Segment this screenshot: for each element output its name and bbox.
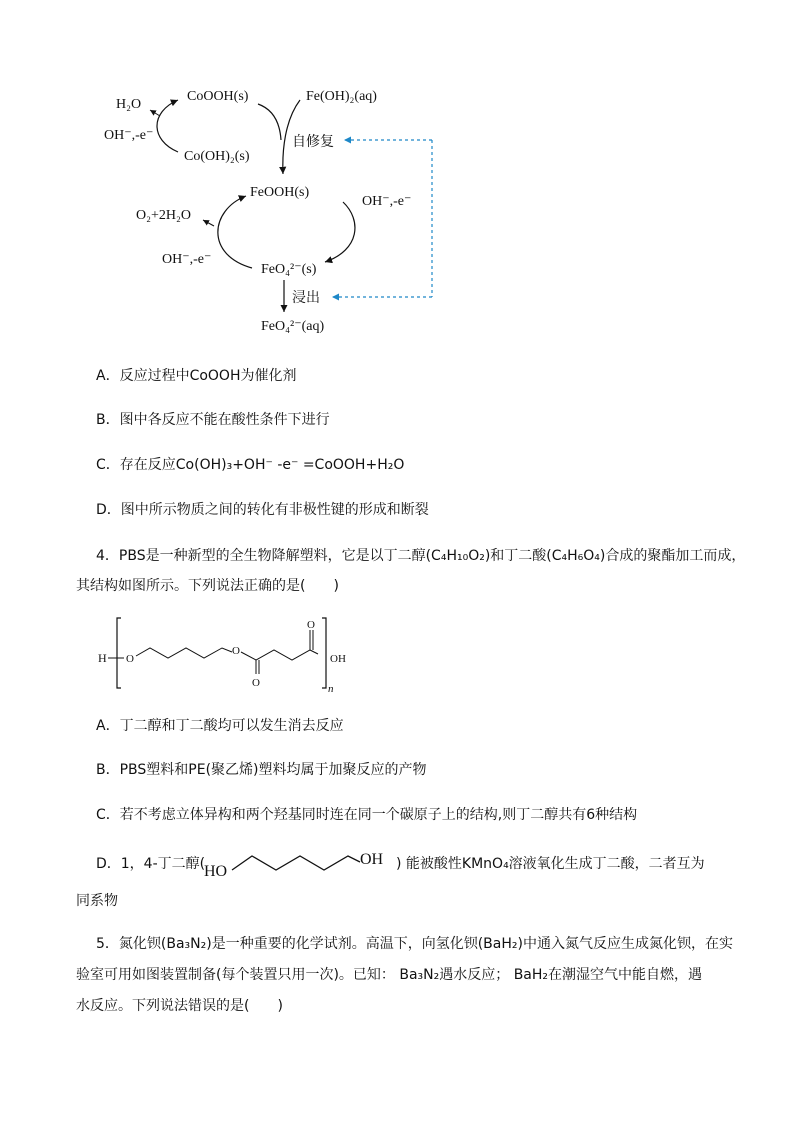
struct-o3: O	[252, 677, 260, 689]
q4-option-a: A．丁二醇和丁二酸均可以发生消去反应	[96, 718, 344, 734]
fe-cycle-right-arc	[325, 202, 355, 262]
q4-option-d-line2: 同系物	[76, 893, 118, 909]
co-cycle-h2o-arrow	[150, 110, 160, 116]
label-coooh: CoOOH(s)	[187, 89, 249, 104]
fe-cycle-o2-arrow	[203, 220, 214, 226]
q5-stem-line3: 水反应。下列说法错误的是( )	[76, 998, 283, 1014]
label-ohe-top: OH⁻,-e⁻	[104, 128, 154, 143]
label-h2o: H₂O	[116, 97, 142, 112]
struct-oh: OH	[330, 653, 346, 665]
struct-o1: O	[126, 653, 134, 665]
q4-option-d-post: ) 能被酸性KMnO₄溶液氧化生成丁二酸，二者互为	[396, 856, 705, 872]
q4-stem-line1: 4．PBS是一种新型的全生物降解塑料，它是以丁二醇(C₄H₁₀O₂)和丁二酸(C₄H₆O₄)合成的聚酯加工而成，	[96, 548, 746, 564]
label-leach: 浸出	[292, 290, 320, 306]
struct-o4: O	[307, 619, 315, 631]
fe-cycle-left-arc	[218, 196, 252, 268]
q5-stem-line1: 5．氮化钡(Ba₃N₂)是一种重要的化学试剂。高温下，向氢化钡(BaH₂)中通入氮气反应生成氮化钡，在实	[96, 936, 733, 952]
label-feo4s: FeO₄²⁻(s)	[261, 262, 317, 277]
q4-stem-line2: 其结构如图所示。下列说法正确的是( )	[76, 578, 339, 594]
struct-h: H	[98, 651, 107, 665]
label-self-repair: 自修复	[292, 134, 334, 150]
q4-option-d-pre: D．1，4-丁二醇(	[96, 856, 206, 872]
reaction-cycle-diagram	[0, 0, 794, 340]
struct-o2: O	[232, 645, 240, 657]
label-feoh2aq: Fe(OH)₂(aq)	[306, 89, 377, 104]
q5-stem-line2: 验室可用如图装置制备(每个装置只用一次)。已知： Ba₃N₂遇水反应； BaH₂在潮湿空气中能自燃，遇	[76, 967, 703, 983]
co-cycle-arc	[157, 100, 178, 152]
label-o2-2h2o: O₂+2H₂O	[136, 208, 191, 223]
q3-option-c: C．存在反应Co(OH)₃+OH⁻ -e⁻ =CoOOH+H₂O	[96, 457, 405, 473]
label-feo4aq: FeO₄²⁻(aq)	[261, 319, 325, 334]
struct-chain-1	[136, 648, 232, 658]
struct-chain-2	[241, 650, 318, 660]
label-cooh2: Co(OH)₂(s)	[184, 149, 250, 164]
q3-option-d: D．图中所示物质之间的转化有非极性键的形成和断裂	[96, 502, 429, 518]
q3-option-a: A．反应过程中CoOOH为催化剂	[96, 368, 297, 384]
label-feooh: FeOOH(s)	[250, 185, 310, 200]
coooh-arrow	[258, 104, 281, 140]
butanediol-ho: HO	[204, 863, 228, 880]
q4-option-c: C．若不考虑立体异构和两个羟基同时连在同一个碳原子上的结构,则丁二醇共有6种结构	[96, 807, 638, 823]
pbs-structure	[0, 610, 794, 700]
butanediol-structure	[200, 842, 400, 882]
butanediol-oh: OH	[360, 851, 384, 868]
struct-n: n	[328, 683, 334, 695]
q4-option-b: B．PBS塑料和PE(聚乙烯)塑料均属于加聚反应的产物	[96, 762, 427, 778]
label-ohe-left: OH⁻,-e⁻	[162, 252, 212, 267]
q3-option-b: B．图中各反应不能在酸性条件下进行	[96, 412, 330, 428]
label-ohe-right: OH⁻,-e⁻	[362, 194, 412, 209]
